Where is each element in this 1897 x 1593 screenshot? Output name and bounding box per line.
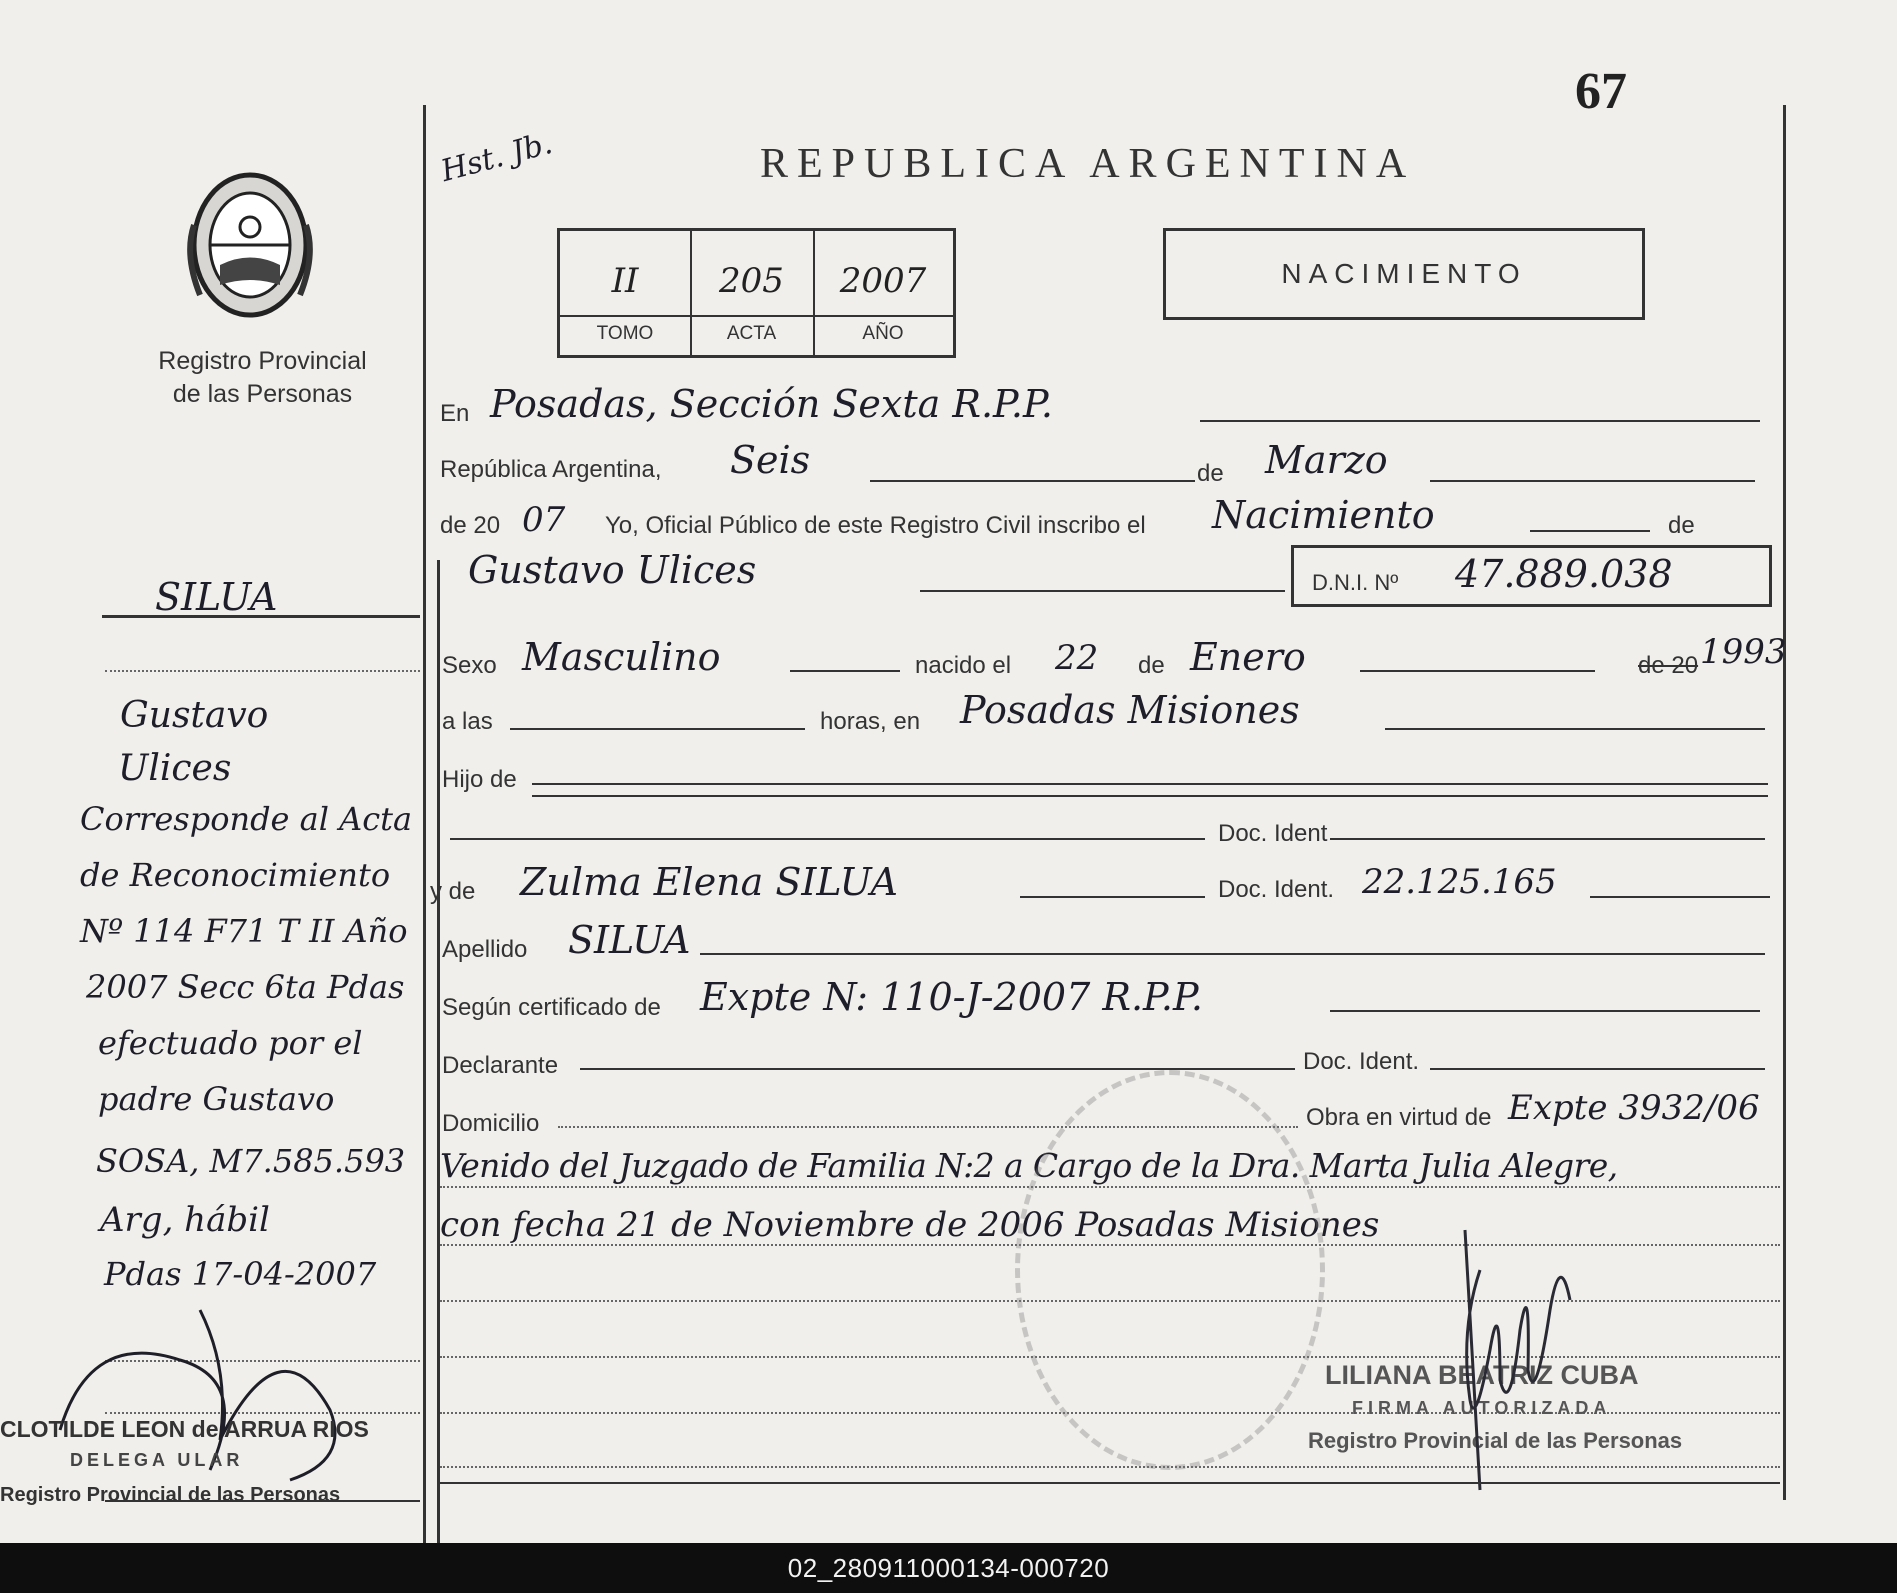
apellido-label: Apellido: [442, 936, 528, 963]
margin-note-7: efectuado por el: [98, 1024, 363, 1062]
horas-label: horas, en: [820, 708, 921, 735]
margin-note-8: padre Gustavo: [98, 1080, 335, 1118]
margin-note-9: SOSA, M7.585.593: [96, 1142, 406, 1180]
margin-note-4: de Reconocimiento: [80, 856, 391, 894]
form-left-border: [437, 560, 440, 1543]
year-value: 07: [522, 500, 566, 540]
official-role: FIRMA AUTORIZADA: [1352, 1398, 1612, 1418]
province-seal-icon: [180, 165, 320, 325]
en-line: [1200, 420, 1760, 422]
box-separator: [560, 315, 953, 317]
registry-line-1: Registro Provincial: [158, 347, 367, 375]
anio-label: AÑO: [862, 323, 904, 344]
doc-ident-label: Doc. Ident: [1218, 820, 1328, 847]
father-line: [450, 838, 1205, 840]
tomo-cell: [560, 231, 692, 355]
hora-line: [510, 728, 805, 730]
obra-value: Expte 3932/06: [1508, 1088, 1760, 1128]
sexo-line: [790, 670, 900, 672]
child-name-value: Gustavo Ulices: [468, 548, 757, 592]
margin-note-11: Pdas 17-04-2007: [104, 1255, 377, 1293]
day-line: [870, 480, 1195, 482]
note-line-1: Venido del Juzgado de Familia N:2 a Cargo de la Dra. Marta Julia Alegre,: [440, 1146, 1618, 1185]
father-doc-line: [1330, 838, 1765, 840]
acta-label: ACTA: [726, 323, 777, 344]
de-label-3: de: [1138, 652, 1165, 679]
birth-month-value: Enero: [1190, 635, 1306, 679]
delegate-name: CLOTILDE LEON de ARRUA RIOS: [0, 1416, 369, 1442]
inscribe-value: Nacimiento: [1212, 493, 1435, 537]
margin-note-3: Corresponde al Acta: [80, 800, 413, 838]
nacido-label: nacido el: [915, 652, 1012, 679]
record-reference-boxes: [557, 228, 956, 358]
mother-name-value: Zulma Elena SILUA: [520, 860, 898, 904]
acta-cell: [690, 231, 815, 355]
de20-label: de 20: [1638, 652, 1699, 679]
apellido-value: SILUA: [568, 918, 691, 962]
day-value: Seis: [730, 438, 811, 482]
margin-note-1: Gustavo: [120, 695, 269, 736]
dni-value: 47.889.038: [1455, 552, 1673, 596]
apellido-line: [700, 953, 1765, 955]
domicilio-label: Domicilio: [442, 1110, 540, 1137]
doc-ident-label-3: Doc. Ident.: [1303, 1048, 1420, 1075]
registry-name: [130, 345, 395, 411]
obra-label: Obra en virtud de: [1306, 1104, 1492, 1131]
anio-cell: [813, 231, 953, 355]
declarante-label: Declarante: [442, 1052, 559, 1079]
hijo-line-1: [532, 783, 1768, 785]
acta-value: 205: [719, 261, 784, 301]
margin-note-10: Arg, hábil: [100, 1200, 270, 1240]
birth-place-value: Posadas Misiones: [960, 688, 1300, 732]
record-type-box: NACIMIENTO: [1163, 228, 1645, 320]
name-line: [920, 590, 1285, 592]
de-label: de: [1197, 460, 1224, 487]
birth-day-value: 22: [1055, 638, 1099, 678]
en-label: En: [440, 400, 470, 427]
mother-doc-value: 22.125.165: [1362, 862, 1557, 902]
right-border: [1783, 105, 1786, 1500]
declarante-doc-line: [1430, 1068, 1765, 1070]
y-de-label: y de: [430, 878, 476, 905]
official-org: Registro Provincial de las Personas: [1308, 1428, 1683, 1453]
anio-value: 2007: [839, 261, 927, 301]
margin-dots-1: [105, 670, 420, 672]
month-value: Marzo: [1265, 438, 1388, 482]
en-value: Posadas, Sección Sexta R.P.P.: [490, 382, 1053, 426]
doc-ident-label-2: Doc. Ident.: [1218, 876, 1335, 903]
note-line-2: con fecha 21 de Noviembre de 2006 Posadas Misiones: [440, 1205, 1380, 1245]
sexo-label: Sexo: [442, 652, 497, 679]
birth-month-line: [1360, 670, 1595, 672]
de-label-2: de: [1668, 512, 1695, 539]
dni-label: D.N.I. Nº: [1312, 570, 1399, 595]
official-name: LILIANA BEATRIZ CUBA: [1325, 1360, 1639, 1390]
corner-initials: Hst. Jb.: [437, 125, 557, 190]
margin-note-6: 2007 Secc 6ta Pdas: [86, 968, 405, 1006]
declarante-line: [580, 1068, 1295, 1070]
document-code-footer: 02_280911000134-000720: [0, 1543, 1897, 1593]
mother-line: [1020, 896, 1205, 898]
segun-label: Según certificado de: [442, 994, 661, 1021]
delegate-org: Registro Provincial de las Personas: [0, 1484, 341, 1506]
segun-line: [1330, 1010, 1760, 1012]
month-line: [1430, 480, 1755, 482]
official-seal-stamp: [1015, 1070, 1325, 1470]
country-title: REPUBLICA ARGENTINA: [760, 141, 1416, 187]
birth-year-value: 1993: [1700, 632, 1787, 672]
year-prefix: de 20: [440, 512, 501, 539]
inscribe-line: [1530, 530, 1650, 532]
tomo-label: TOMO: [596, 323, 654, 344]
segun-value: Expte N: 110-J-2007 R.P.P.: [700, 975, 1203, 1019]
form-bottom-line: [440, 1482, 1780, 1484]
margin-note-2: Ulices: [118, 748, 232, 789]
left-margin-border: [423, 105, 426, 1543]
margin-surname: SILUA: [155, 575, 278, 619]
margin-note-5: Nº 114 F71 T II Año: [80, 912, 408, 950]
a-las-label: a las: [442, 708, 493, 735]
hijo-label: Hijo de: [442, 766, 517, 793]
official-signature: [1420, 1210, 1600, 1500]
margin-bottom-line: [105, 1500, 420, 1502]
hijo-line-2: [532, 795, 1768, 797]
sexo-value: Masculino: [522, 635, 721, 679]
tomo-value: II: [611, 261, 639, 301]
page-number: 67: [1575, 63, 1627, 120]
inscribe-text: Yo, Oficial Público de este Registro Civil inscribo el: [605, 512, 1146, 539]
registry-line-2: de las Personas: [172, 380, 353, 408]
place-line: [1385, 728, 1765, 730]
mother-doc-line: [1590, 896, 1770, 898]
delegate-role: DELEGA ULAR: [70, 1450, 244, 1470]
republica-label: República Argentina,: [440, 456, 662, 483]
